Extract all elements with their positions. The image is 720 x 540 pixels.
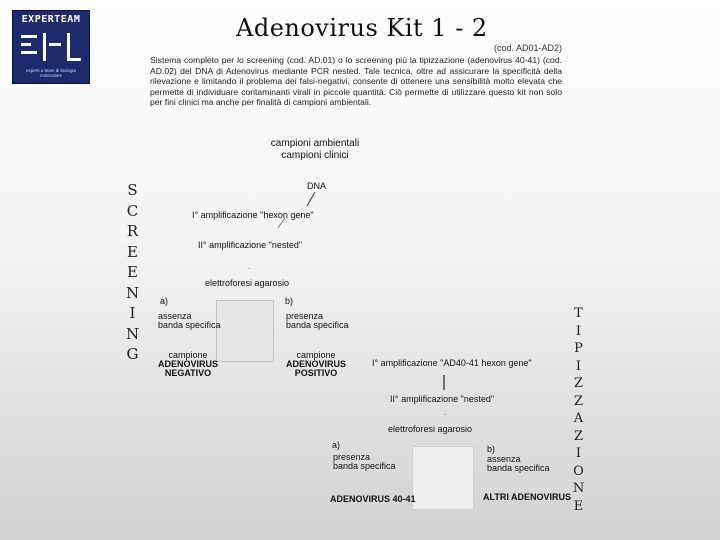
letter: A [573, 411, 585, 426]
letter: I [575, 323, 583, 339]
adenovirus-4041-result: ADENOVIRUS 40-41 [330, 494, 416, 504]
absence-label-typing: assenza [487, 454, 521, 464]
letter: Z [573, 393, 585, 409]
second-amplification-nested-typing: II° amplificazione "nested" [390, 394, 495, 404]
letter: T [574, 306, 584, 321]
amplification-ad4041: I° amplificazione "AD40-41 hexon gene" [372, 358, 532, 368]
product-code: (cod. AD01-AD2) [494, 43, 563, 53]
product-description: Sistema completo per lo screening (cod. AD.01) o lo screening più la tipizzazione (adenovirus 40-41) (cod. AD.02) del DNA di Adenovirus mediante PCR nested. Tale tecnica, oltre ad assicurare la specificità della rilevazione e limitando il problema dei falsi-negativi, consente di ottenere una sensibilità molto elevata che permette di individuare contaminanti virali in piccole quantità. Ciò permette di utilizzare questo kit non solo per fini clinici ma anche per finalità di campioni ambientali. [150, 55, 562, 108]
letter: P [574, 341, 584, 356]
option-b-label: b) [285, 296, 294, 306]
letter: E [127, 242, 139, 261]
letter: E [127, 263, 139, 281]
negative-adenovirus-label: ADENOVIRUS [157, 359, 218, 369]
letter: O [573, 463, 585, 479]
samples-clinical: campioni clinici [281, 150, 349, 161]
positive-sample-label: campione [296, 350, 336, 360]
electrophoresis-agarose-typing: elettroforesi agarosio [388, 424, 473, 434]
absence-label: assenza [158, 311, 192, 321]
letter: N [572, 481, 586, 496]
letter: I [129, 304, 137, 322]
first-amplification-hexon: I° amplificazione "hexon gene" [192, 210, 314, 220]
arrow-dot: . [316, 172, 319, 181]
letter: R [126, 222, 140, 240]
band-specific-label: banda specifica [158, 320, 221, 330]
positive-adenovirus-label: ADENOVIRUS [285, 359, 346, 369]
option-a2-label: a) [332, 440, 341, 450]
letter: E [573, 498, 585, 514]
band-specific-label-typing: banda specifica [333, 461, 396, 471]
dna-label: DNA [307, 181, 327, 191]
letter: Z [573, 428, 585, 444]
other-adenovirus-result: ALTRI ADENOVIRUS [483, 492, 572, 502]
arrow-dot: . [248, 262, 251, 271]
logo-subtitle: esperti a team di biologia molecolare [25, 68, 77, 78]
letter: G [126, 345, 140, 363]
letter: C [126, 201, 140, 220]
second-amplification-nested: II° amplificazione "nested" [198, 240, 303, 250]
electrophoresis-agarose: elettroforesi agarosio [205, 278, 290, 288]
gel-result-box-typing [412, 446, 474, 510]
negative-sample-label: campione [168, 350, 208, 360]
presence-label: presenza [286, 311, 324, 321]
letter: N [125, 283, 141, 302]
letter: Z [573, 376, 585, 391]
option-b2-label: b) [487, 444, 496, 454]
arrow-dot: . [444, 408, 447, 417]
samples-environmental: campioni ambientali [270, 138, 360, 149]
positive-result-label: POSITIVO [294, 368, 338, 378]
presence-label-typing: presenza [333, 452, 371, 462]
letter: N [125, 324, 141, 343]
letter: I [575, 446, 583, 461]
page-title: Adenovirus Kit 1 - 2 [236, 14, 488, 42]
logo-name: EXPERTEAM [21, 14, 81, 25]
band-specific-label: banda specifica [286, 320, 349, 330]
negative-result-label: NEGATIVO [164, 368, 212, 378]
option-a-label: a) [160, 296, 169, 306]
band-specific-label-typing: banda specifica [487, 463, 550, 473]
letter: S [127, 181, 139, 199]
letter: I [575, 358, 583, 374]
